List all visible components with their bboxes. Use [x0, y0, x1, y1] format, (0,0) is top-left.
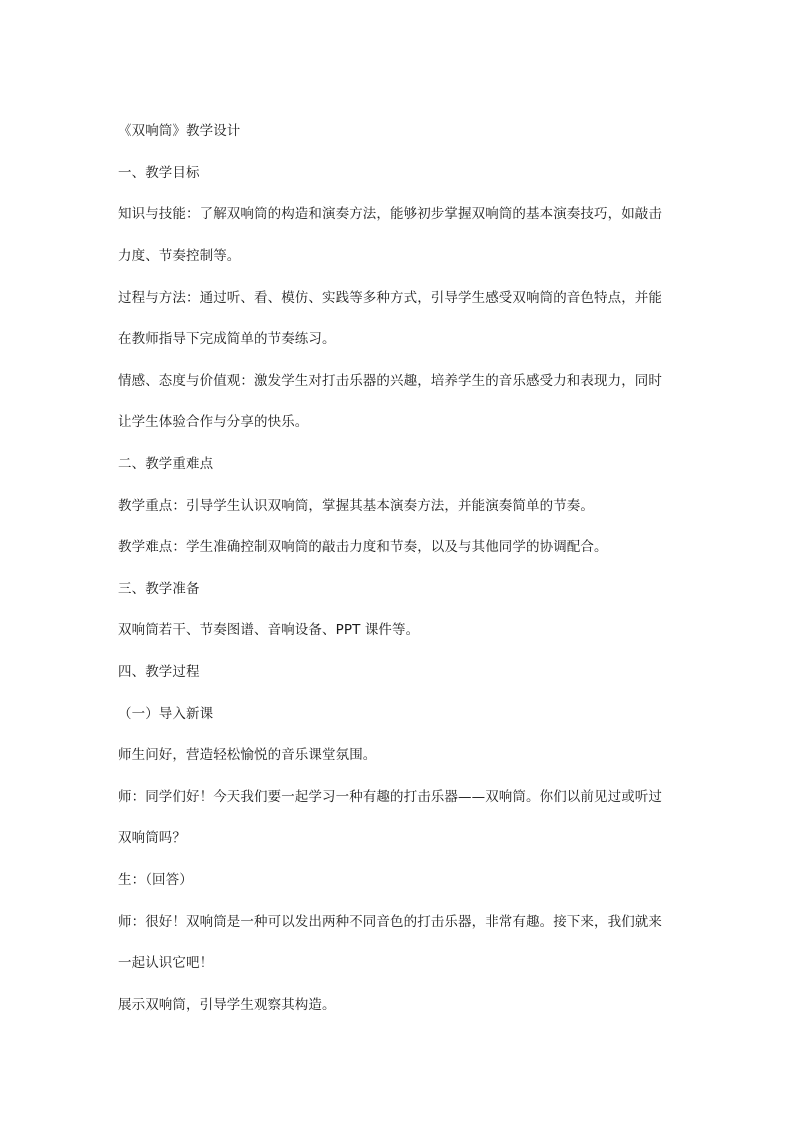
section-heading: 三、教学准备 — [118, 581, 200, 597]
paragraph-line: 情感、态度与价值观：激发学生对打击乐器的兴趣，培养学生的音乐感受力和表现力，同时 — [118, 373, 662, 389]
paragraph-line: 双响筒若干、节奏图谱、音响设备、PPT 课件等。 — [118, 622, 420, 638]
paragraph-line: 师生问好，营造轻松愉悦的音乐课堂氛围。 — [118, 747, 377, 763]
paragraph-line: 教学重点：引导学生认识双响筒，掌握其基本演奏方法，并能演奏简单的节奏。 — [118, 498, 594, 514]
paragraph-line: 在教师指导下完成简单的节奏练习。 — [118, 331, 336, 347]
paragraph-line: 师：很好！双响筒是一种可以发出两种不同音色的打击乐器，非常有趣。接下来，我们就来 — [118, 914, 662, 930]
paragraph-line: 一起认识它吧！ — [118, 955, 214, 971]
paragraph-line: 知识与技能：了解双响筒的构造和演奏方法，能够初步掌握双响筒的基本演奏技巧，如敲击 — [118, 206, 662, 222]
document-title: 《双响筒》教学设计 — [118, 123, 241, 139]
section-heading: 二、教学重难点 — [118, 456, 214, 472]
paragraph-line: 让学生体验合作与分享的快乐。 — [118, 414, 309, 430]
paragraph-line: 生：（回答） — [118, 872, 193, 888]
paragraph-line: 力度、节奏控制等。 — [118, 248, 241, 264]
section-heading: 一、教学目标 — [118, 165, 200, 181]
section-heading: 四、教学过程 — [118, 664, 200, 680]
paragraph-line: 教学难点：学生准确控制双响筒的敲击力度和节奏，以及与其他同学的协调配合。 — [118, 539, 608, 555]
paragraph-line: 双响筒吗？ — [118, 830, 186, 846]
paragraph-line: 师：同学们好！今天我们要一起学习一种有趣的打击乐器——双响筒。你们以前见过或听过 — [118, 789, 662, 805]
paragraph-line: 过程与方法：通过听、看、模仿、实践等多种方式，引导学生感受双响筒的音色特点，并能 — [118, 290, 662, 306]
subsection-heading: （一）导入新课 — [118, 706, 214, 722]
paragraph-line: 展示双响筒，引导学生观察其构造。 — [118, 997, 336, 1013]
